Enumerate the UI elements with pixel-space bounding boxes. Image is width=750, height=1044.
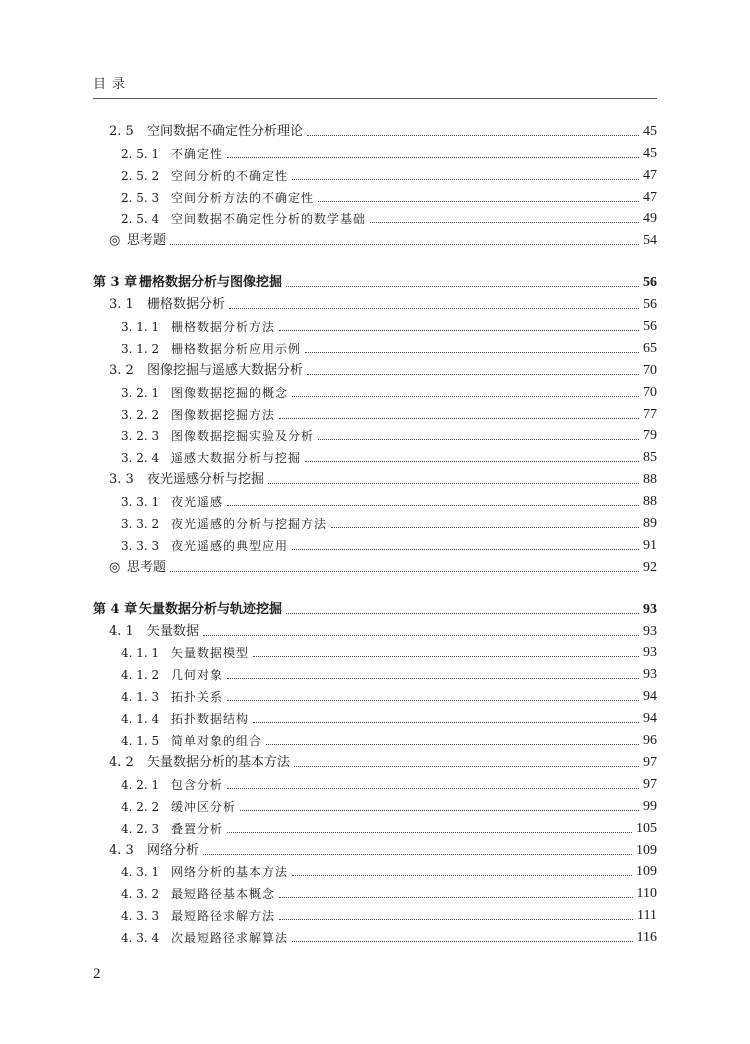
toc-entry-number: 3. 2: [109, 362, 134, 378]
toc-entry-number: 3. 1. 2: [121, 341, 160, 356]
toc-entry-page: 65: [643, 340, 657, 356]
dot-leader: [307, 374, 639, 375]
toc-entry-sub[interactable]: [93, 880, 657, 902]
dot-leader: [227, 157, 639, 158]
toc-entry-title: 网络分析: [147, 842, 200, 858]
toc-entry-page: 111: [637, 908, 657, 924]
dot-leader: [286, 613, 639, 614]
toc-entry-title: 拓扑数据结构: [171, 712, 250, 727]
dot-leader: [292, 875, 632, 876]
toc-entry-number: 2. 5. 4: [121, 212, 160, 227]
toc-entry-number: 3. 1: [109, 297, 134, 313]
toc-entry-sub[interactable]: [93, 184, 657, 206]
toc-entry-page: 85: [643, 450, 657, 466]
toc-entry-title: 矢量数据分析与轨迹挖掘: [139, 601, 283, 617]
toc-entry-page: 45: [643, 123, 657, 139]
toc-entry-page: 93: [643, 645, 657, 661]
toc-entry-page: 88: [643, 494, 657, 510]
toc-entry-number: ◎: [109, 233, 121, 249]
toc-entry-page: 56: [643, 275, 657, 291]
toc-entry-sub[interactable]: [93, 902, 657, 924]
toc-entry-page: 49: [643, 211, 657, 227]
toc-entry-page: 47: [643, 167, 657, 183]
toc-entry-title: 不确定性: [171, 146, 224, 161]
toc-entry-number: 4. 1. 1: [121, 646, 160, 661]
toc-entry-title: 栅格数据分析与图像挖掘: [139, 275, 283, 291]
toc-entry-sub[interactable]: [93, 444, 657, 466]
toc-entry-number: 3. 3. 1: [121, 495, 160, 510]
toc-entry-page: 93: [643, 667, 657, 683]
toc-entry-number: 4. 3. 4: [121, 931, 160, 946]
toc-entry-number: 2. 5. 1: [121, 146, 160, 161]
toc-entry-page: 70: [643, 362, 657, 378]
toc-entry-title: 几何对象: [171, 668, 224, 683]
toc-entry-title: 缓冲区分析: [171, 799, 237, 814]
toc-entry-page: 116: [636, 930, 657, 946]
toc-entry-number: 4. 3. 2: [121, 887, 160, 902]
dot-leader: [227, 832, 632, 833]
toc-entry-think[interactable]: [93, 227, 657, 249]
toc-entry-number: 4. 2. 3: [121, 821, 160, 836]
toc-entry-title: 栅格数据分析: [147, 297, 226, 313]
dot-leader: [307, 135, 639, 136]
toc-entry-title: 栅格数据分析方法: [171, 320, 276, 335]
toc-entry-number: 4. 2. 1: [121, 777, 160, 792]
toc-entry-number: 2. 5. 2: [121, 168, 160, 183]
toc-entry-think[interactable]: [93, 554, 657, 576]
toc-entry-title: 夜光遥感分析与挖掘: [147, 472, 265, 488]
dot-leader: [203, 635, 639, 636]
toc-entry-sub[interactable]: [93, 423, 657, 445]
toc-entry-page: 96: [643, 733, 657, 749]
toc-entry-sub[interactable]: [93, 206, 657, 228]
toc-entry-title: 矢量数据模型: [171, 646, 250, 661]
toc-entry-chapter[interactable]: [93, 596, 657, 618]
toc-entry-title: 矢量数据分析的基本方法: [147, 754, 291, 770]
toc-entry-title: 最短路径求解方法: [171, 909, 276, 924]
toc-entry-page: 79: [643, 428, 657, 444]
toc-entry-page: 110: [636, 886, 657, 902]
toc-entry-page: 92: [643, 559, 657, 575]
toc-entry-number: 4. 2: [109, 754, 134, 770]
toc-entry-sub[interactable]: [93, 859, 657, 881]
toc-entry-page: 109: [636, 842, 657, 858]
toc-entry-page: 94: [643, 689, 657, 705]
toc-entry-number: 4. 1: [109, 623, 134, 639]
toc-entry-title: 空间数据不确定性分析的数学基础: [171, 212, 367, 227]
toc-entry-title: 空间数据不确定性分析理论: [147, 123, 304, 139]
toc-entry-page: 88: [643, 472, 657, 488]
dot-leader: [279, 919, 633, 920]
toc-entry-sub[interactable]: [93, 162, 657, 184]
toc-entry-page: 91: [643, 537, 657, 553]
dot-leader: [331, 527, 639, 528]
toc-entry-number: 2. 5: [109, 123, 134, 139]
toc-entry-sub[interactable]: [93, 771, 657, 793]
toc-entry-page: 47: [643, 189, 657, 205]
toc-entry-page: 56: [643, 297, 657, 313]
dot-leader: [370, 222, 639, 223]
toc-entry-section[interactable]: [93, 749, 657, 771]
dot-leader: [292, 179, 639, 180]
toc-entry-page: 45: [643, 145, 657, 161]
toc-entry-chapter[interactable]: [93, 269, 657, 291]
dot-leader: [253, 656, 639, 657]
toc-entry-page: 89: [643, 516, 657, 532]
toc-entry-title: 夜光遥感: [171, 495, 224, 510]
toc-entry-page: 93: [643, 623, 657, 639]
page-number: 2: [93, 966, 101, 982]
dot-leader: [292, 549, 639, 550]
toc-entry-number: 4. 2. 2: [121, 799, 160, 814]
toc-entry-section[interactable]: [93, 837, 657, 859]
toc-entry-section[interactable]: [93, 357, 657, 379]
dot-leader: [253, 722, 639, 723]
toc-entry-page: 77: [643, 406, 657, 422]
toc-entry-title: 矢量数据: [147, 623, 200, 639]
dot-leader: [292, 396, 639, 397]
toc-entry-page: 93: [643, 601, 657, 617]
toc-entry-page: 97: [643, 754, 657, 770]
toc-entry-page: 94: [643, 711, 657, 727]
toc-entry-sub[interactable]: [93, 335, 657, 357]
toc-entry-page: 97: [643, 776, 657, 792]
toc-entry-sub[interactable]: [93, 683, 657, 705]
dot-leader: [170, 244, 639, 245]
toc-entry-section[interactable]: [93, 118, 657, 140]
toc-entry-number: 4. 1. 4: [121, 712, 160, 727]
toc-entry-title: 思考题: [127, 233, 167, 249]
dot-leader: [292, 941, 633, 942]
table-of-contents: [93, 118, 657, 946]
dot-leader: [266, 744, 639, 745]
toc-entry-title: 网络分析的基本方法: [171, 865, 289, 880]
dot-leader: [227, 678, 639, 679]
toc-entry-sub[interactable]: [93, 488, 657, 510]
dot-leader: [240, 810, 639, 811]
toc-entry-title: 图像数据挖掘的概念: [171, 385, 289, 400]
toc-entry-title: 最短路径基本概念: [171, 887, 276, 902]
toc-entry-title: 拓扑关系: [171, 690, 224, 705]
toc-entry-sub[interactable]: [93, 379, 657, 401]
toc-entry-title: 图像数据挖掘实验及分析: [171, 429, 315, 444]
toc-entry-number: 3. 3. 3: [121, 538, 160, 553]
toc-entry-title: 夜光遥感的分析与挖掘方法: [171, 517, 328, 532]
dot-leader: [203, 854, 632, 855]
toc-entry-sub[interactable]: [93, 640, 657, 662]
toc-entry-number: 3. 2. 1: [121, 385, 160, 400]
toc-entry-number: 3. 3. 2: [121, 517, 160, 532]
dot-leader: [170, 571, 639, 572]
toc-entry-title: 简单对象的组合: [171, 734, 263, 749]
toc-entry-sub[interactable]: [93, 793, 657, 815]
dot-leader: [318, 439, 639, 440]
toc-entry-page: 70: [643, 384, 657, 400]
toc-entry-title: 夜光遥感的典型应用: [171, 538, 289, 553]
toc-entry-page: 56: [643, 319, 657, 335]
dot-leader: [229, 308, 639, 309]
toc-entry-number: 4. 1. 3: [121, 690, 160, 705]
toc-entry-sub[interactable]: [93, 727, 657, 749]
dot-leader: [227, 700, 639, 701]
toc-entry-title: 图像挖掘与遥感大数据分析: [147, 362, 304, 378]
dot-leader: [305, 461, 639, 462]
dot-leader: [279, 418, 639, 419]
toc-entry-sub[interactable]: [93, 924, 657, 946]
toc-entry-sub[interactable]: [93, 661, 657, 683]
dot-leader: [268, 483, 639, 484]
toc-entry-title: 包含分析: [171, 777, 224, 792]
dot-leader: [279, 897, 633, 898]
toc-entry-section[interactable]: [93, 291, 657, 313]
toc-entry-section[interactable]: [93, 618, 657, 640]
toc-entry-number: 3. 3: [109, 472, 134, 488]
toc-entry-number: 3. 2. 4: [121, 451, 160, 466]
toc-entry-title: 叠置分析: [171, 821, 224, 836]
toc-entry-title: 图像数据挖掘方法: [171, 407, 276, 422]
toc-entry-number: 4. 1. 5: [121, 734, 160, 749]
toc-entry-title: 空间分析方法的不确定性: [171, 190, 315, 205]
toc-entry-title: 栅格数据分析应用示例: [171, 341, 302, 356]
toc-entry-number: 4. 3: [109, 842, 134, 858]
toc-entry-sub[interactable]: [93, 705, 657, 727]
toc-entry-sub[interactable]: [93, 510, 657, 532]
toc-entry-number: 4. 3. 1: [121, 865, 160, 880]
toc-entry-page: 109: [636, 864, 657, 880]
toc-entry-number: 3. 2. 2: [121, 407, 160, 422]
toc-entry-number: 4. 3. 3: [121, 909, 160, 924]
toc-entry-sub[interactable]: [93, 815, 657, 837]
toc-entry-page: 105: [636, 820, 657, 836]
toc-entry-sub[interactable]: [93, 313, 657, 335]
toc-entry-section[interactable]: [93, 466, 657, 488]
toc-entry-title: 思考题: [127, 559, 167, 575]
toc-entry-page: 99: [643, 798, 657, 814]
toc-entry-sub[interactable]: [93, 532, 657, 554]
dot-leader: [318, 201, 639, 202]
dot-leader: [305, 352, 639, 353]
toc-entry-sub[interactable]: [93, 140, 657, 162]
toc-entry-title: 空间分析的不确定性: [171, 168, 289, 183]
toc-entry-title: 次最短路径求解算法: [171, 931, 289, 946]
toc-entry-number: 3. 1. 1: [121, 320, 160, 335]
toc-entry-title: 遥感大数据分析与挖掘: [171, 451, 302, 466]
toc-entry-sub[interactable]: [93, 401, 657, 423]
header-rule: [93, 98, 657, 99]
toc-entry-number: ◎: [109, 559, 121, 575]
toc-entry-number: 第 3 章: [93, 275, 138, 291]
dot-leader: [286, 286, 639, 287]
running-header: 目 录: [93, 77, 127, 92]
dot-leader: [227, 788, 639, 789]
toc-entry-page: 54: [643, 233, 657, 249]
toc-entry-number: 4. 1. 2: [121, 668, 160, 683]
toc-entry-number: 第 4 章: [93, 601, 138, 617]
dot-leader: [294, 766, 639, 767]
dot-leader: [279, 330, 639, 331]
toc-entry-number: 2. 5. 3: [121, 190, 160, 205]
toc-entry-number: 3. 2. 3: [121, 429, 160, 444]
dot-leader: [227, 505, 639, 506]
